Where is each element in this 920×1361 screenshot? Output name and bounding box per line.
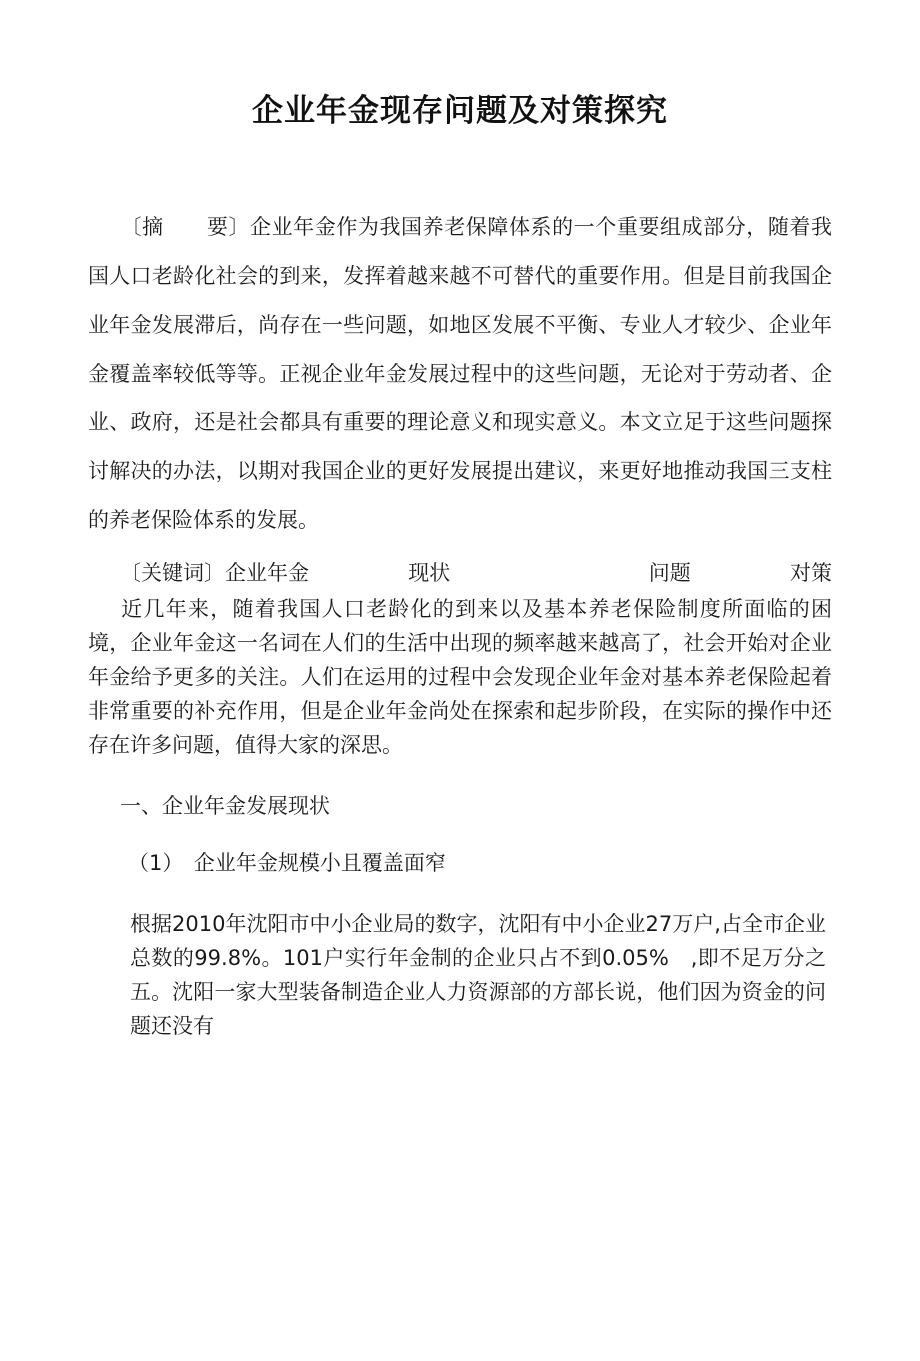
keyword-item: 问题 <box>648 561 691 586</box>
keywords-line <box>88 557 832 590</box>
keyword-item: 对策 <box>790 561 832 586</box>
intro-paragraph <box>88 592 832 762</box>
subsection-heading: （1） 企业年金规模小且覆盖面窄 <box>128 851 446 876</box>
abstract-text: 企业年金作为我国养老保障体系的一个重要组成部分，随着我国人口老龄化社会的到来，发挥着越来越不可替代的重要作用。但是目前我国企业年金发展滞后，尚存在一些问题，如地区发展不平衡、专业人才较少、企业年金覆盖率较低等等。正视企业年金发展过程中的这些问题，无论对于劳动者、企业、政府，还是社会都具有重要的理论意义和现实意义。本文立足于这些问题探讨解决的办法，以期对我国企业的更好发展提出建议，来更好地推动我国三支柱的养老保险体系的发展。 <box>88 214 832 533</box>
intro-paragraph-text: 近几年来，随着我国人口老龄化的到来以及基本养老保险制度所面临的困境，企业年金这一名词在人们的生活中出现的频率越来越高了，社会开始对企业年金给予更多的关注。人们在运用的过程中会发现企业年金对基本养老保险起着非常重要的补充作用，但是企业年金尚处在探索和起步阶段，在实际的操作中还存在许多问题，值得大家的深思。 <box>88 596 832 757</box>
keyword-item: 现状 <box>408 561 451 586</box>
section-paragraph: 根据2010年沈阳市中小企业局的数字，沈阳有中小企业27万户,占全市企业总数的99.8%。101户实行年金制的企业只占不到0.05% ,即不足万分之五。沈阳一家大型装备制造企业人力资源部的方部长说，他们因为资金的问题还没有 <box>130 912 826 1039</box>
page-title: 企业年金现存问题及对策探究 <box>252 93 668 129</box>
keywords-label: 〔关键词〕企业年金 <box>120 561 309 586</box>
abstract-paragraph <box>88 203 832 545</box>
abstract-section <box>88 203 832 545</box>
section-heading: 一、企业年金发展现状 <box>120 793 330 818</box>
abstract-label: 〔摘 要〕 <box>120 214 251 239</box>
